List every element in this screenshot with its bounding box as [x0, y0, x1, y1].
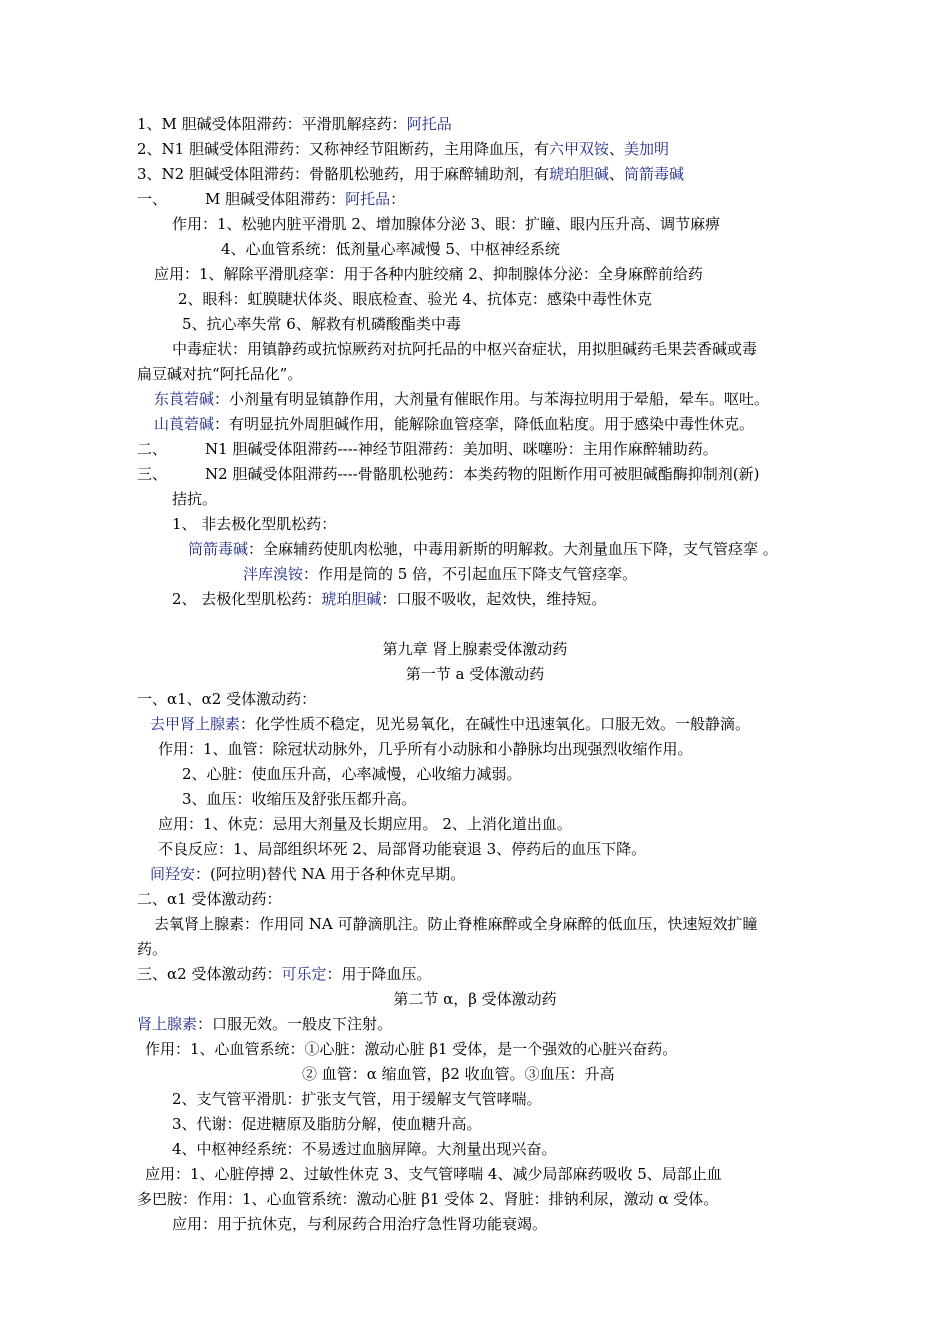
line-27: 3、血压：收缩压及舒张压都升高。 — [182, 790, 417, 808]
drug-name: 筒箭毒碱 — [624, 165, 685, 183]
drug-name: 美加明 — [624, 140, 670, 158]
line-19: 泮库溴铵：作用是筒的 5 倍，不引起血压下降支气管痉挛。 — [243, 565, 638, 583]
line-5: 作用：1、松驰内脏平滑肌 2、增加腺体分泌 3、眼：扩瞳、眼内压升高、调节麻痹 — [172, 215, 721, 233]
line-37: 作用：1、心血管系统：①心脏：激动心脏 β1 受体，是一个强效的心脏兴奋药。 — [145, 1040, 678, 1058]
line-9: 5、抗心率失常 6、解救有机磷酸酯类中毒 — [182, 315, 461, 333]
drug-name: 泮库溴铵 — [243, 565, 304, 583]
line-30: 间羟安：(阿拉明)替代 NA 用于各种休克早期。 — [150, 865, 466, 883]
drug-name-atropine: 阿托品 — [345, 190, 391, 208]
line-18: 筒箭毒碱：全麻辅药使肌肉松驰，中毒用新斯的明解救。大剂量血压下降，支气管痉挛 。 — [188, 540, 778, 558]
section-heading-1: 一、 M 胆碱受体阻滞药：阿托品： — [137, 190, 406, 208]
section-title-2: 第二节 α，β 受体激动药 — [393, 990, 557, 1008]
drug-name: 可乐定 — [281, 965, 327, 983]
line-29: 不良反应：1、局部组织坏死 2、局部肾功能衰退 3、停药后的血压下降。 — [158, 840, 647, 858]
line-8: 2、眼科：虹膜睫状体炎、眼底检查、验光 4、抗体克：感染中毒性休克 — [178, 290, 652, 308]
line-39: 2、支气管平滑肌：扩张支气管，用于缓解支气管哮喘。 — [172, 1090, 542, 1108]
drug-name: 去甲肾上腺素 — [150, 715, 241, 733]
drug-name: 六甲双铵 — [548, 140, 609, 158]
line-2: 2、N1 胆碱受体阻滞药：又称神经节阻断药，主用降血压，有六甲双铵、美加明 — [137, 140, 670, 158]
drug-name: 筒箭毒碱 — [188, 540, 249, 558]
line-44: 应用：用于抗休克，与利尿药合用治疗急性肾功能衰竭。 — [172, 1215, 548, 1233]
drug-name: 琥珀胆碱 — [321, 590, 382, 608]
line-38: ② 血管：α 缩血管，β2 收血管。③血压：升高 — [302, 1065, 615, 1083]
line-42: 应用：1、心脏停搏 2、过敏性休克 3、支气管哮喘 4、减少局部麻药吸收 5、局部止血 — [145, 1165, 722, 1183]
line-3: 3、N2 胆碱受体阻滞药：骨骼肌松驰药，用于麻醉辅助剂，有琥珀胆碱、筒箭毒碱 — [137, 165, 685, 183]
line-11: 扁豆碱对抗“阿托品化”。 — [137, 365, 303, 383]
drug-name: 东莨菪碱 — [154, 390, 215, 408]
line-31: 二、α1 受体激动药： — [137, 890, 282, 908]
chapter-title: 第九章 肾上腺素受体激动药 — [382, 640, 568, 658]
line-7: 应用：1、解除平滑肌痉挛：用于各种内脏绞痛 2、抑制腺体分泌：全身麻醉前给药 — [154, 265, 703, 283]
line-34: 三、α2 受体激动药：可乐定：用于降血压。 — [137, 965, 432, 983]
line-36: 肾上腺素：口服无效。一般皮下注射。 — [137, 1015, 393, 1033]
line-33: 药。 — [137, 940, 168, 958]
line-26: 2、心脏：使血压升高，心率减慢，心收缩力减弱。 — [182, 765, 522, 783]
line-16: 拮抗。 — [172, 490, 218, 508]
section-heading-2: 二、 N1 胆碱受体阻滞药----神经节阻滞药：美加明、咪噻吩：主用作麻醉辅助药。 — [137, 440, 718, 458]
line-32: 去氧肾上腺素：作用同 NA 可静滴肌注。防止脊椎麻醉或全身麻醉的低血压，快速短效扩瞳 — [154, 915, 758, 933]
drug-name: 琥珀胆碱 — [548, 165, 609, 183]
drug-name: 间羟安 — [150, 865, 196, 883]
line-25: 作用：1、血管：除冠状动脉外，几乎所有小动脉和小静脉均出现强烈收缩作用。 — [158, 740, 693, 758]
line-23: 一、α1、α2 受体激动药： — [137, 690, 317, 708]
drug-name-atropine: 阿托品 — [406, 115, 452, 133]
line-13: 山莨菪碱：有明显抗外周胆碱作用，能解除血管痉挛，降低血粘度。用于感染中毒性休克。 — [154, 415, 755, 433]
section-heading-3: 三、 N2 胆碱受体阻滞药----骨骼肌松驰药：本类药物的阻断作用可被胆碱酯酶抑制剂(新) — [137, 465, 760, 483]
line-12: 东莨菪碱：小剂量有明显镇静作用，大剂量有催眠作用。与苯海拉明用于晕船，晕车。呕吐。 — [154, 390, 770, 408]
line-6: 4、心血管系统：低剂量心率减慢 5、中枢神经系统 — [221, 240, 560, 258]
section-title-1: 第一节 a 受体激动药 — [405, 665, 545, 683]
line-41: 4、中枢神经系统：不易透过血脑屏障。大剂量出现兴奋。 — [172, 1140, 557, 1158]
line-24: 去甲肾上腺素：化学性质不稳定，见光易氧化，在碱性中迅速氧化。口服无效。一般静滴。 — [150, 715, 751, 733]
drug-name: 山莨菪碱 — [154, 415, 215, 433]
line-1: 1、M 胆碱受体阻滞药：平滑肌解痉药：阿托品 — [137, 115, 452, 133]
line-10: 中毒症状：用镇静药或抗惊厥药对抗阿托品的中枢兴奋症状，用拟胆碱药毛果芸香碱或毒 — [172, 340, 758, 358]
line-43: 多巴胺：作用：1、心血管系统：激动心脏 β1 受体 2、肾脏：排钠利尿，激动 α 受体。 — [137, 1190, 719, 1208]
drug-name: 肾上腺素 — [137, 1015, 198, 1033]
line-17: 1、 非去极化型肌松药： — [172, 515, 337, 533]
line-40: 3、代谢：促进糖原及脂肪分解，使血糖升高。 — [172, 1115, 482, 1133]
line-20: 2、 去极化型肌松药：琥珀胆碱：口服不吸收，起效快，维持短。 — [172, 590, 607, 608]
line-28: 应用：1、休克：忌用大剂量及长期应用。 2、上消化道出血。 — [158, 815, 572, 833]
